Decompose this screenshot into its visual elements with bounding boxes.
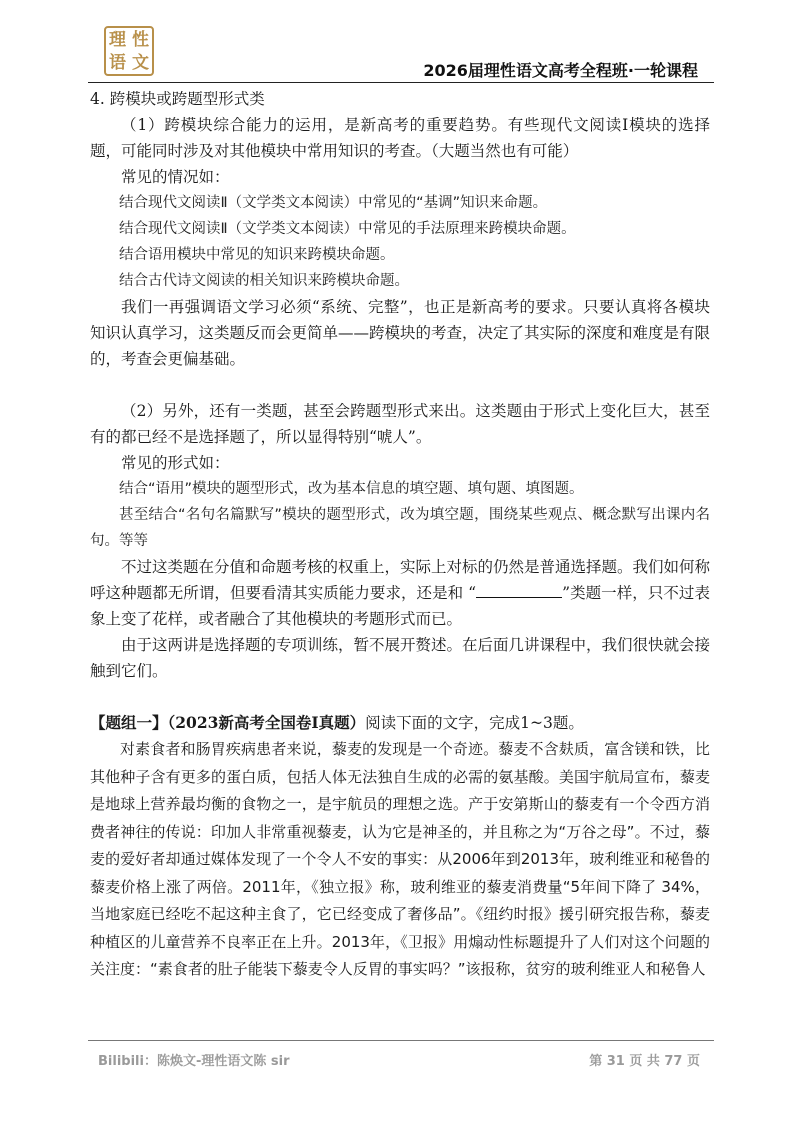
part2-common-label: 常见的形式如： xyxy=(121,454,230,472)
part2-case: 甚至结合“名句名篇默写”模块的题型形式，改为填空题，围绕某些观点、概念默写出课内名句。等等 xyxy=(90,507,710,549)
course-title: 2026届理性语文高考全程班·一轮课程 xyxy=(423,61,698,80)
logo-char: 文 xyxy=(132,52,149,73)
question-group-label: 【题组一】（2023新高考全国卷Ⅰ真题） xyxy=(90,713,366,732)
part2-conclusion: 不过这类题在分值和命题考核的权重上，实际上对标的仍然是普通选择题。我们如何称呼这种题都无所谓，但要看清其实质能力要求，还是和 “ ”类题一样，只不过表象上变了花样，或者融合了其他模块的考题形式而已。 xyxy=(90,558,711,628)
brand-logo xyxy=(104,26,154,76)
logo-char: 语 xyxy=(109,52,126,73)
page-number: 第 31 页 共 77 页 xyxy=(589,1054,700,1069)
footer-divider xyxy=(88,1040,714,1041)
header-divider xyxy=(88,82,714,83)
part1-intro: （1）跨模块综合能力的运用，是新高考的重要趋势。有些现代文阅读Ⅰ模块的选择题，可能同时涉及对其他模块中常用知识的考查。（大题当然也有可能） xyxy=(90,116,710,160)
part2-intro: （2）另外，还有一类题，甚至会跨题型形式来出。这类题由于形式上变化巨大，甚至有的都已经不是选择题了，所以显得特别“唬人”。 xyxy=(90,402,710,446)
logo-char: 性 xyxy=(132,29,149,50)
part2-case: 结合“语用”模块的题型形式，改为基本信息的填空题、填句题、填图题。 xyxy=(119,481,584,497)
logo-char: 理 xyxy=(109,29,126,50)
page-content xyxy=(90,86,710,984)
part2-note: 由于这两讲是选择题的专项训练，暂不展开赘述。在后面几讲课程中，我们很快就会接触到它们。 xyxy=(90,636,711,680)
section-heading: 4. 跨模块或跨题型形式类 xyxy=(90,90,265,108)
passage-text: 对素食者和肠胃疾病患者来说，藜麦的发现是一个奇迹。藜麦不含麸质，富含镁和铁，比其他种子含有更多的蛋白质，包括人体无法独自生成的必需的氨基酸。美国宇航局宣布，藜麦是地球上营养最均衡的食物之一，是宇航员的理想之选。产于安第斯山的藜麦有一个令西方消费者神往的传说：印加人非常重视藜麦，认为它是神圣的，并且称之为“万谷之母”。不过，藜麦的爱好者却通过媒体发现了一个令人不安的事实：从2006年到2013年，玻利维亚和秘鲁的藜麦价格上涨了两倍。2011年，《独立报》称，玻利维亚的藜麦消费量“5年间下降了 34%，当地家庭已经吃不起这种主食了，它已经变成了奢侈品”。《纽约时报》援引研究报告称，藜麦种植区的儿童营养不良率正在上升。2013年，《卫报》用煽动性标题提升了人们对这个问题的关注度：“素食者的肚子能装下藜麦令人反胃的事实吗？”该报称，贫穷的玻利维亚人和秘鲁人 xyxy=(90,740,710,978)
part1-case: 结合古代诗文阅读的相关知识来跨模块命题。 xyxy=(119,273,409,289)
part1-common-label: 常见的情况如： xyxy=(121,168,230,186)
part1-case: 结合现代文阅读Ⅱ（文学类文本阅读）中常见的手法原理来跨模块命题。 xyxy=(119,221,576,237)
question-group-header xyxy=(90,710,710,736)
part1-case: 结合语用模块中常见的知识来跨模块命题。 xyxy=(119,247,395,263)
part1-case: 结合现代文阅读Ⅱ（文学类文本阅读）中常见的“基调”知识来命题。 xyxy=(119,195,548,211)
footer-source: Bilibili：陈焕文-理性语文陈 sir xyxy=(98,1054,290,1069)
reading-passage xyxy=(90,736,710,984)
part1-conclusion: 我们一再强调语文学习必须“系统、完整”，也正是新高考的要求。只要认真将各模块知识认真学习，这类题反而会更简单——跨模块的考查，决定了其实际的深度和难度是有限的，考查会更偏基础。 xyxy=(90,298,711,368)
fill-blank xyxy=(476,581,562,598)
question-group-instruction: 阅读下面的文字，完成1~3题。 xyxy=(365,714,584,732)
